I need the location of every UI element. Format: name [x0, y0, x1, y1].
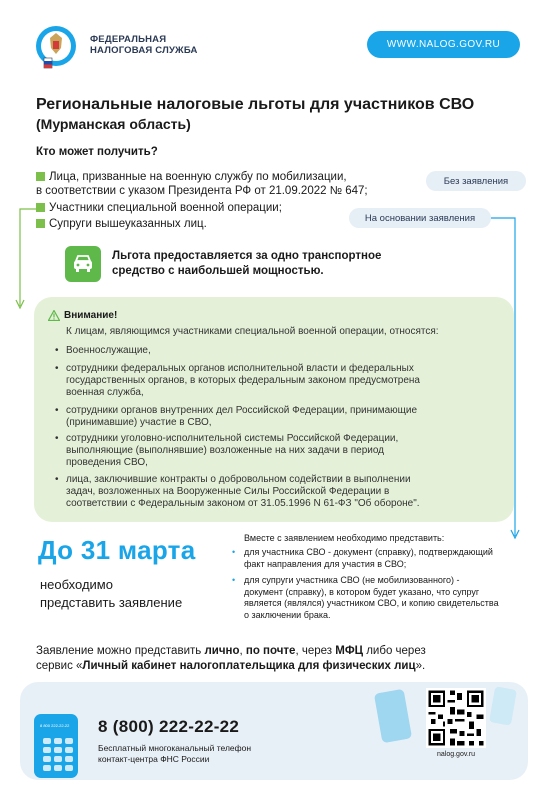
- attention-list-item: [55, 363, 496, 399]
- eligible-item-svo: [36, 201, 282, 215]
- attention-list-line: военная служба,: [66, 387, 144, 398]
- submit-text-part: сервис «: [36, 660, 83, 672]
- submit-text-part: ».: [415, 660, 426, 672]
- org-name: [90, 34, 198, 56]
- green-square-bullet: [36, 203, 45, 212]
- hotline-description: [98, 743, 251, 765]
- attention-list-item: [55, 433, 496, 469]
- phone-keypad-icon: [43, 738, 73, 771]
- bullet-dot: •: [232, 547, 236, 557]
- deadline-subtext: [40, 576, 182, 612]
- tag-no-application: Без заявления: [426, 171, 526, 191]
- green-connector-line: [20, 209, 36, 306]
- documents-list-line: факт направления для участия в СВО;: [244, 558, 407, 569]
- qr-caption: nalog.gov.ru: [436, 751, 475, 758]
- warning-icon: [48, 310, 60, 321]
- phone-screen-number: 8 800 222-22-22: [40, 723, 70, 728]
- car-icon-box: [65, 246, 101, 282]
- who-question: Кто может получить?: [36, 146, 158, 158]
- hotline-number[interactable]: 8 (800) 222-22-22: [98, 717, 240, 736]
- fns-logo-icon: [34, 24, 78, 72]
- attention-list-line: задач, возложенных на Вооруженные Силы Российской Федерации в: [66, 486, 390, 497]
- documents-list-item: [232, 575, 524, 621]
- eligible-item-line: Лица, призванные на военную службу по мобилизации,: [49, 171, 347, 183]
- eligible-item-line: Участники специальной военной операции;: [49, 202, 282, 214]
- documents-list-line: является (являлся) участником СВО, и копию свидетельства: [244, 598, 499, 608]
- org-name-line1: ФЕДЕРАЛЬНАЯ: [90, 34, 167, 45]
- attention-list-line: проведения СВО,: [66, 457, 148, 468]
- attention-list-item: [55, 405, 496, 429]
- page-title: Региональные налоговые льготы для участников СВО: [36, 96, 475, 113]
- website-link[interactable]: WWW.NALOG.GOV.RU: [367, 31, 520, 58]
- tag-on-application: На основании заявления: [349, 208, 491, 228]
- attention-list-line: лица, заключившие контракты о добровольном содействии в выполнении: [66, 474, 411, 485]
- documents-list-line: о заключении брака.: [244, 609, 331, 620]
- eligible-item-line: Супруги вышеуказанных лиц.: [49, 218, 207, 230]
- org-name-line2: НАЛОГОВАЯ СЛУЖБА: [90, 45, 198, 56]
- deadline-date: До 31 марта: [38, 535, 196, 565]
- attention-list-item: [55, 474, 496, 510]
- green-square-bullet: [36, 172, 45, 181]
- submit-methods-text: [36, 644, 516, 674]
- benefit-text: [112, 249, 432, 279]
- attention-heading-text: Внимание!: [64, 310, 118, 321]
- car-icon: [71, 254, 95, 274]
- submit-text-part: ,: [239, 645, 246, 657]
- attention-list-line: сотрудники органов внутренних дел Российской Федерации, принимающие: [66, 405, 418, 416]
- hotline-desc-line: Бесплатный многоканальный телефон: [98, 743, 252, 753]
- submit-bold-personal-account: Личный кабинет налогоплательщика для физических лиц: [82, 660, 416, 672]
- bullet-dot: •: [55, 363, 59, 374]
- attention-list-line: соответствии с Федеральным законом от 31.05.1996 N 61-ФЗ "Об обороне".: [66, 498, 420, 509]
- bullet-dot: •: [55, 474, 59, 485]
- benefit-line: Льгота предоставляется за одно транспортное: [112, 250, 382, 262]
- qr-code-icon[interactable]: [426, 688, 486, 748]
- attention-list-line: сотрудники федеральных органов исполнительной власти и федеральных: [66, 363, 414, 374]
- attention-intro: К лицам, являющимся участниками специальной военной операции, относятся:: [66, 326, 439, 337]
- eligible-item-line: в соответствии с указом Президента РФ от 21.09.2022 № 647;: [36, 185, 368, 197]
- attention-list-line: государственных органов, в которых федеральным законом предусмотрена: [66, 375, 420, 386]
- deadline-line: представить заявление: [40, 595, 183, 610]
- submit-text-part: , через: [295, 645, 336, 657]
- attention-heading: [48, 310, 117, 321]
- eligible-item-mobilized: [36, 170, 368, 198]
- deadline-line: необходимо: [40, 577, 113, 592]
- documents-heading: Вместе с заявлением необходимо представить:: [244, 533, 445, 543]
- bullet-dot: •: [55, 345, 59, 356]
- documents-list-line: для супруги участника СВО (не мобилизованного) -: [244, 575, 460, 585]
- documents-list-item: [232, 547, 524, 570]
- bullet-dot: •: [232, 575, 236, 585]
- submit-text-part: либо через: [363, 645, 426, 657]
- attention-list-line: сотрудники уголовно-исполнительной системы Российской Федерации,: [66, 433, 399, 444]
- attention-list-line: (принимавшие) участие в СВО,: [66, 417, 212, 428]
- blue-arrow-down-icon: [511, 530, 519, 538]
- page-subtitle: (Мурманская область): [36, 116, 191, 132]
- submit-bold-by-post: по почте: [245, 645, 296, 657]
- attention-list-item: [55, 345, 496, 357]
- attention-list-line: Военнослужащие,: [66, 345, 151, 356]
- documents-list-line: для участника СВО - документ (справку), подтверждающий: [244, 547, 493, 557]
- submit-bold-in-person: лично: [204, 645, 240, 657]
- green-arrow-down-icon: [16, 300, 24, 308]
- eligible-item-spouses: [36, 217, 207, 231]
- attention-list-line: выполняющие (выполнявшие) возложенные на них задачи в период: [66, 445, 385, 456]
- hotline-desc-line: контакт-центра ФНС России: [98, 754, 210, 764]
- benefit-line: средство с наибольшей мощностью.: [112, 265, 324, 277]
- submit-bold-mfc: МФЦ: [335, 645, 364, 657]
- submit-text-part: Заявление можно представить: [36, 645, 205, 657]
- documents-list-line: документ (справку), в котором будет указано, что супруг: [244, 586, 480, 597]
- green-square-bullet: [36, 219, 45, 228]
- bullet-dot: •: [55, 405, 59, 416]
- bullet-dot: •: [55, 433, 59, 444]
